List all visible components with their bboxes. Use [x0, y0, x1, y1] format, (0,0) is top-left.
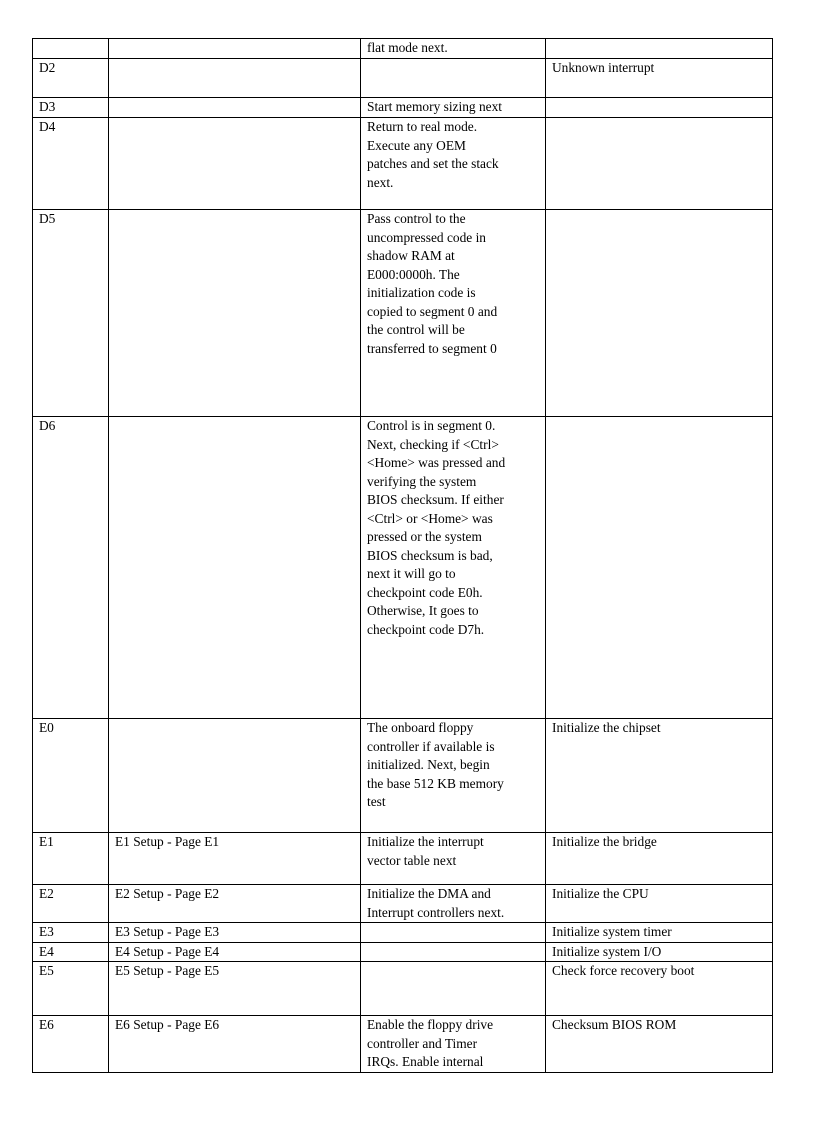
action-cell: Initialize the chipset — [546, 719, 773, 833]
code-cell: D3 — [33, 98, 109, 118]
code-cell: D6 — [33, 417, 109, 719]
action-cell: Initialize the bridge — [546, 833, 773, 885]
setup-cell — [109, 98, 361, 118]
table-row — [33, 923, 773, 943]
description-cell: Start memory sizing next — [361, 98, 546, 118]
setup-cell: E4 Setup - Page E4 — [109, 942, 361, 962]
action-cell: Check force recovery boot — [546, 962, 773, 1016]
setup-cell — [109, 39, 361, 59]
action-cell: Checksum BIOS ROM — [546, 1016, 773, 1073]
action-cell: Initialize system I/O — [546, 942, 773, 962]
setup-cell — [109, 210, 361, 417]
code-cell: E2 — [33, 885, 109, 923]
description-cell — [361, 923, 546, 943]
checkpoint-table — [32, 38, 773, 1073]
setup-cell: E2 Setup - Page E2 — [109, 885, 361, 923]
action-cell — [546, 417, 773, 719]
table-row — [33, 942, 773, 962]
action-cell: Unknown interrupt — [546, 59, 773, 98]
table-row — [33, 210, 773, 417]
description-cell: Initialize the interrupt vector table next — [361, 833, 546, 885]
code-cell: D5 — [33, 210, 109, 417]
table-row — [33, 833, 773, 885]
setup-cell: E3 Setup - Page E3 — [109, 923, 361, 943]
action-cell — [546, 39, 773, 59]
description-cell: Control is in segment 0. Next, checking if <Ctrl> <Home> was pressed and verifying the system BIOS checksum. If either <Ctrl> or <Home> was pressed or the system BIOS checksum is bad, next it will go to checkpoint code E0h. Otherwise, It goes to checkpoint code D7h. — [361, 417, 546, 719]
table-row — [33, 719, 773, 833]
table-row — [33, 59, 773, 98]
table-row — [33, 885, 773, 923]
code-cell: E3 — [33, 923, 109, 943]
setup-cell: E5 Setup - Page E5 — [109, 962, 361, 1016]
action-cell — [546, 98, 773, 118]
action-cell — [546, 210, 773, 417]
setup-cell: E1 Setup - Page E1 — [109, 833, 361, 885]
code-cell: D2 — [33, 59, 109, 98]
setup-cell — [109, 118, 361, 210]
table-row — [33, 118, 773, 210]
table-row — [33, 417, 773, 719]
description-cell: Pass control to the uncompressed code in shadow RAM at E000:0000h. The initialization code is copied to segment 0 and the control will be transferred to segment 0 — [361, 210, 546, 417]
action-cell: Initialize the CPU — [546, 885, 773, 923]
code-cell: D4 — [33, 118, 109, 210]
description-cell: Initialize the DMA and Interrupt controllers next. — [361, 885, 546, 923]
description-cell: The onboard floppy controller if available is initialized. Next, begin the base 512 KB memory test — [361, 719, 546, 833]
setup-cell — [109, 59, 361, 98]
description-cell — [361, 942, 546, 962]
table-row — [33, 39, 773, 59]
code-cell: E4 — [33, 942, 109, 962]
description-cell — [361, 59, 546, 98]
setup-cell: E6 Setup - Page E6 — [109, 1016, 361, 1073]
description-cell: Enable the floppy drive controller and Timer IRQs. Enable internal — [361, 1016, 546, 1073]
code-cell: E1 — [33, 833, 109, 885]
code-cell — [33, 39, 109, 59]
setup-cell — [109, 417, 361, 719]
setup-cell — [109, 719, 361, 833]
code-cell: E6 — [33, 1016, 109, 1073]
description-cell — [361, 962, 546, 1016]
table-row — [33, 1016, 773, 1073]
action-cell: Initialize system timer — [546, 923, 773, 943]
code-cell: E0 — [33, 719, 109, 833]
code-cell: E5 — [33, 962, 109, 1016]
description-cell: Return to real mode. Execute any OEM patches and set the stack next. — [361, 118, 546, 210]
description-cell: flat mode next. — [361, 39, 546, 59]
table-row — [33, 962, 773, 1016]
table-row — [33, 98, 773, 118]
action-cell — [546, 118, 773, 210]
